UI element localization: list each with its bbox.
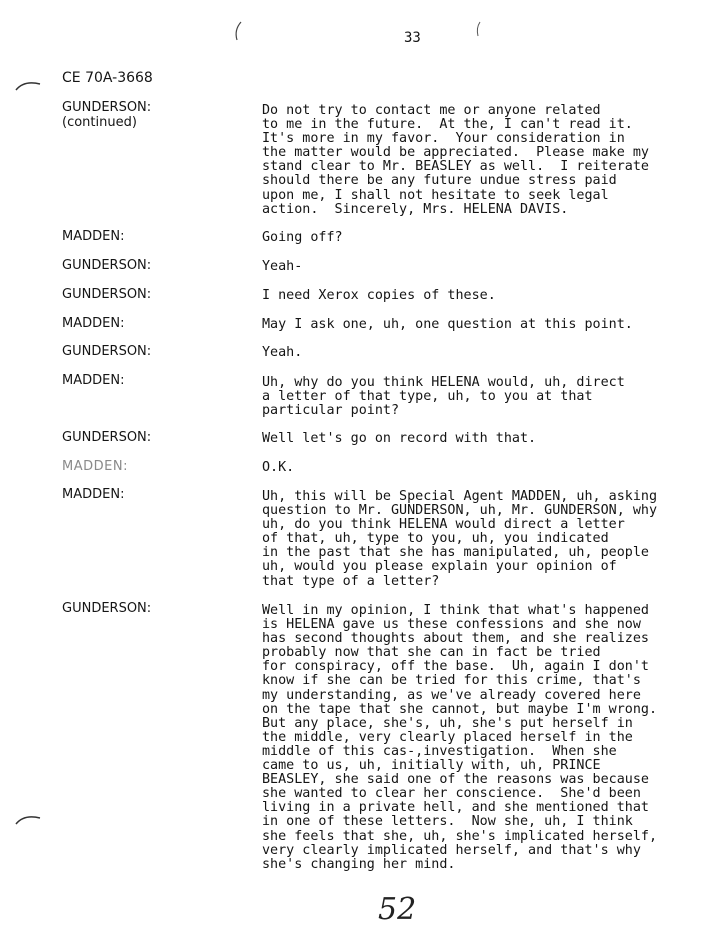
speaker-label: MADDEN:: [62, 316, 125, 331]
speaker-label: GUNDERSON:: [62, 258, 152, 273]
document-id: CE 70A-3668: [62, 70, 153, 86]
page-number: 33: [404, 30, 421, 46]
speech-text: Uh, this will be Special Agent MADDEN, uh, asking question to Mr. GUNDERSON, uh, Mr. GUNDERSON, why uh, do you think HELENA would direct a letter of that, uh, type to you, uh, you indicated in the past that she has manipulated, uh, people uh, would you please explain your opinion of that type of a letter?: [262, 489, 658, 589]
speech-text: I need Xerox copies of these.: [262, 288, 496, 303]
scan-mark-left-lower: [14, 810, 44, 830]
speech-text: Well let's go on record with that.: [262, 431, 537, 446]
speaker-label: GUNDERSON:: [62, 287, 152, 302]
speech-text: Well in my opinion, I think that what's happened is HELENA gave us these confessions and she now has second thoughts about them, and she realizes probably now that she can in fact be tried for conspiracy, off the base. Uh, again I don't know if she can be tried for this crime, that's my understanding, as we've already covered here on the tape that she cannot, but maybe I'm wrong. But any place, she's, uh, she's put herself in the middle, very clearly placed herself in the middle of this cas-,investigation. When she came to us, uh, initially with, uh, PRINCE BEASLEY, she said one of the reasons was because she wanted to clear her conscience. She'd been living in a private hell, and she mentioned that in one of these letters. Now she, uh, I think she feels that she, uh, she's implicated herself, very clearly implicated herself, and that's why she's changing her mind.: [262, 603, 658, 872]
scan-mark-top-right: [472, 20, 486, 42]
speech-text: Do not try to contact me or anyone related to me in the future. At the, I can't read it. It's more in my favor. Your consideration in the matter would be appreciated. Please make my stand clear to Mr. BEASLEY as well. I reiterate should there be any future undue stress paid upon me, I shall not hesitate to seek legal action. Sincerely, Mrs. HELENA DAVIS.: [262, 103, 649, 217]
speaker-label: GUNDERSON:: [62, 344, 152, 359]
speaker-label: MADDEN:: [62, 487, 125, 502]
speaker-label: MADDEN:: [62, 459, 128, 474]
speech-text: O.K.: [262, 460, 295, 475]
speaker-label: GUNDERSON:: [62, 601, 152, 616]
speech-text: Yeah-: [262, 259, 303, 274]
speech-text: Uh, why do you think HELENA would, uh, direct a letter of that type, uh, to you at that particular point?: [262, 375, 625, 419]
scan-mark-top: [232, 20, 246, 42]
footer-page-number: 52: [378, 892, 417, 927]
speech-text: Yeah.: [262, 345, 303, 360]
scan-mark-left: [14, 76, 44, 96]
speaker-label: MADDEN:: [62, 229, 125, 244]
speaker-label: GUNDERSON:: [62, 430, 152, 445]
speech-text: May I ask one, uh, one question at this point.: [262, 317, 633, 332]
speaker-label: GUNDERSON: (continued): [62, 100, 152, 130]
speaker-label: MADDEN:: [62, 373, 125, 388]
speech-text: Going off?: [262, 230, 343, 245]
